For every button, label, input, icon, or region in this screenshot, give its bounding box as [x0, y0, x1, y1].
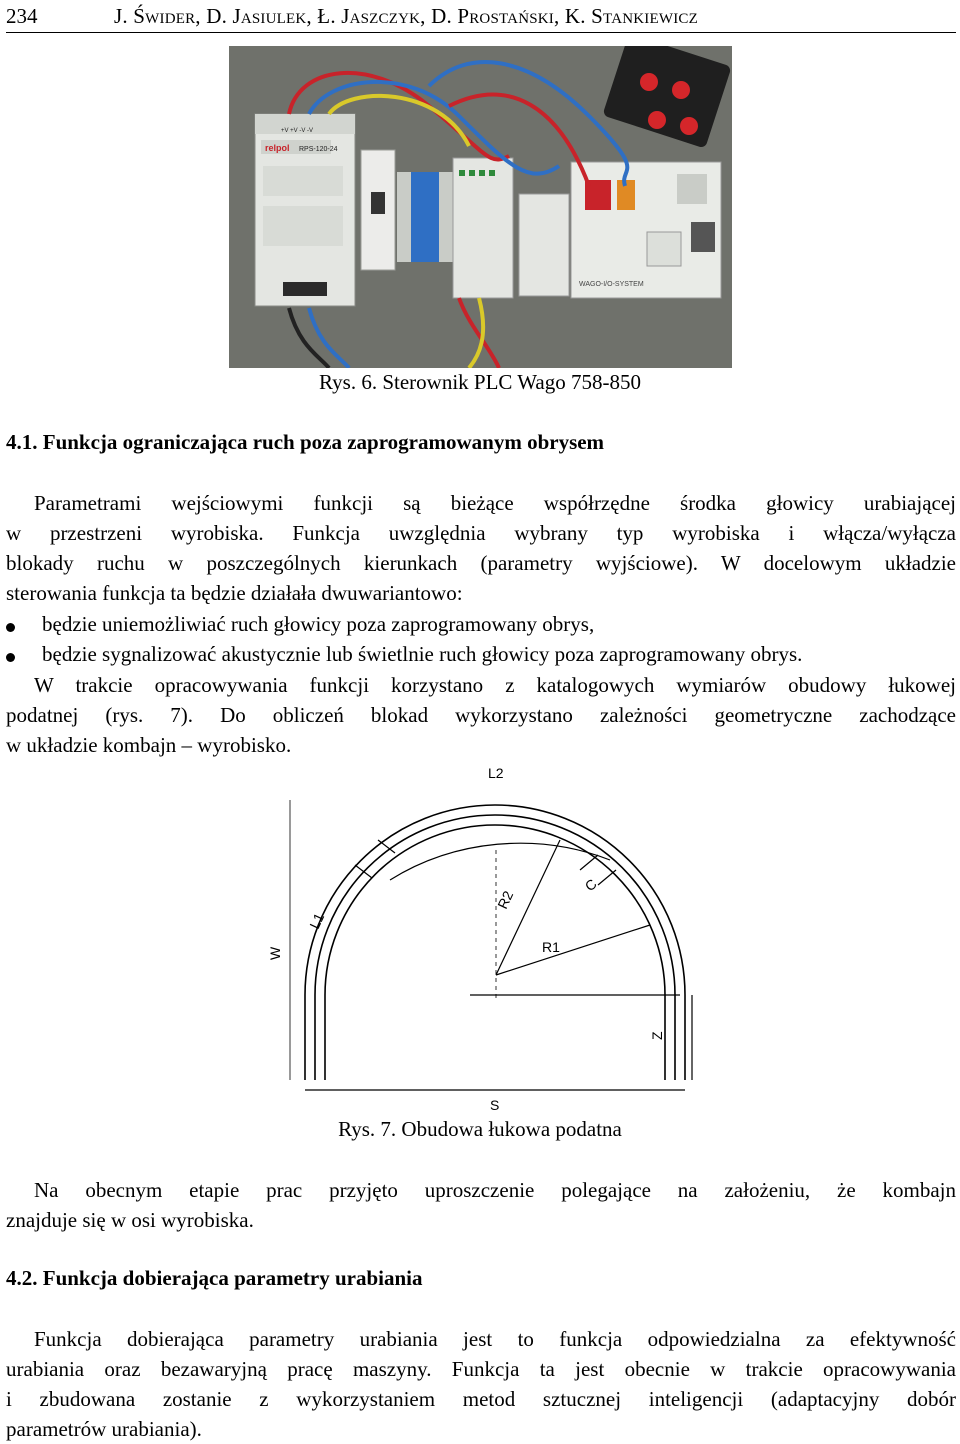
bullet-text: będzie uniemożliwiać ruch głowicy poza zaprogramowany obrys,	[42, 612, 595, 636]
section-4-2-paragraph-1	[6, 1324, 956, 1444]
text-line: Funkcja dobierająca parametry urabiania jest to funkcja odpowiedzialna za efektywność	[34, 1327, 956, 1351]
section-4-1-heading: 4.1. Funkcja ograniczająca ruch poza zaprogramowanym obrysem	[6, 430, 605, 454]
terminal-blocks	[397, 172, 453, 262]
bullet-dot	[6, 623, 15, 632]
figure-6-caption: Rys. 6. Sterownik PLC Wago 758-850	[318, 370, 641, 394]
power-supply-unit	[255, 114, 355, 306]
page-header	[6, 4, 956, 33]
section-4-1-paragraph-2	[6, 670, 956, 760]
section-4-1-paragraph-1	[6, 488, 956, 608]
plc-photo	[229, 46, 732, 368]
text-line: Parametrami wejściowymi funkcji są bieżące współrzędne środka głowicy urabiającej	[34, 491, 956, 515]
l2-arc	[390, 843, 610, 880]
text-line: sterowania funkcja ta będzie działała dwuwariantowo:	[6, 581, 463, 605]
arch-inner-2	[325, 825, 665, 1080]
paragraph-3	[6, 1175, 956, 1235]
label-c: C	[581, 875, 600, 895]
page-number: 234	[6, 4, 38, 28]
text-line: znajduje się w osi wyrobiska.	[6, 1208, 254, 1232]
label-r2: R2	[494, 888, 517, 912]
relpol-logo: relpol	[265, 143, 290, 153]
text-line: i zbudowana zostanie z wykorzystaniem metod sztucznej inteligencji (adaptacyjny dobór	[6, 1387, 956, 1411]
text-line: W trakcie opracowywania funkcji korzystano z katalogowych wymiarów obudowy łukowej	[34, 673, 956, 697]
label-w: W	[267, 946, 283, 960]
arch-outer	[305, 805, 685, 1080]
text-line: urabiania oraz bezawaryjną pracę maszyny. Funkcja ta jest obecnie w trakcie opracowywania	[6, 1357, 956, 1381]
label-z: Z	[649, 1031, 665, 1040]
r1-line	[496, 925, 650, 975]
terminal-label: +V +V -V -V	[281, 128, 314, 134]
text-line: podatnej (rys. 7). Do obliczeń blokad wykorzystano zależności geometryczne zachodzące	[6, 703, 956, 727]
label-l1: L1	[306, 910, 328, 932]
label-s: S	[490, 1097, 500, 1113]
text-line: parametrów urabiania).	[6, 1417, 202, 1441]
text-line: w układzie kombajn – wyrobisko.	[6, 733, 292, 757]
wago-label: WAGO-I/O-SYSTEM	[579, 281, 644, 288]
bullet-text: będzie sygnalizować akustycznie lub świetlnie ruch głowicy poza zaprogramowany obrys.	[42, 642, 803, 666]
text-line: blokady ruchu w poszczególnych kierunkach (parametry wyjściowe). W docelowym układzie	[6, 551, 956, 575]
section-4-2-heading: 4.2. Funkcja dobierająca parametry urabiania	[6, 1266, 423, 1290]
wago-controller	[571, 162, 721, 298]
text-line: w przestrzeni wyrobiska. Funkcja uwzględnia wybrany typ wyrobiska i włącza/wyłącza	[6, 521, 956, 545]
arch-support-diagram	[260, 760, 700, 1120]
text-line: Na obecnym etapie prac przyjęto uproszczenie polegające na założeniu, że kombajn	[34, 1178, 956, 1202]
label-l2: L2	[488, 765, 504, 781]
running-authors: J. Świder, D. Jasiulek, Ł. Jaszczyk, D. Prostański, K. Stankiewicz	[114, 4, 698, 28]
bullet-dot	[6, 653, 15, 662]
label-r1: R1	[542, 939, 560, 955]
arch-inner	[315, 815, 675, 1080]
figure-7-caption: Rys. 7. Obudowa łukowa podatna	[338, 1117, 622, 1141]
rps-label: RPS-120-24	[299, 146, 338, 153]
